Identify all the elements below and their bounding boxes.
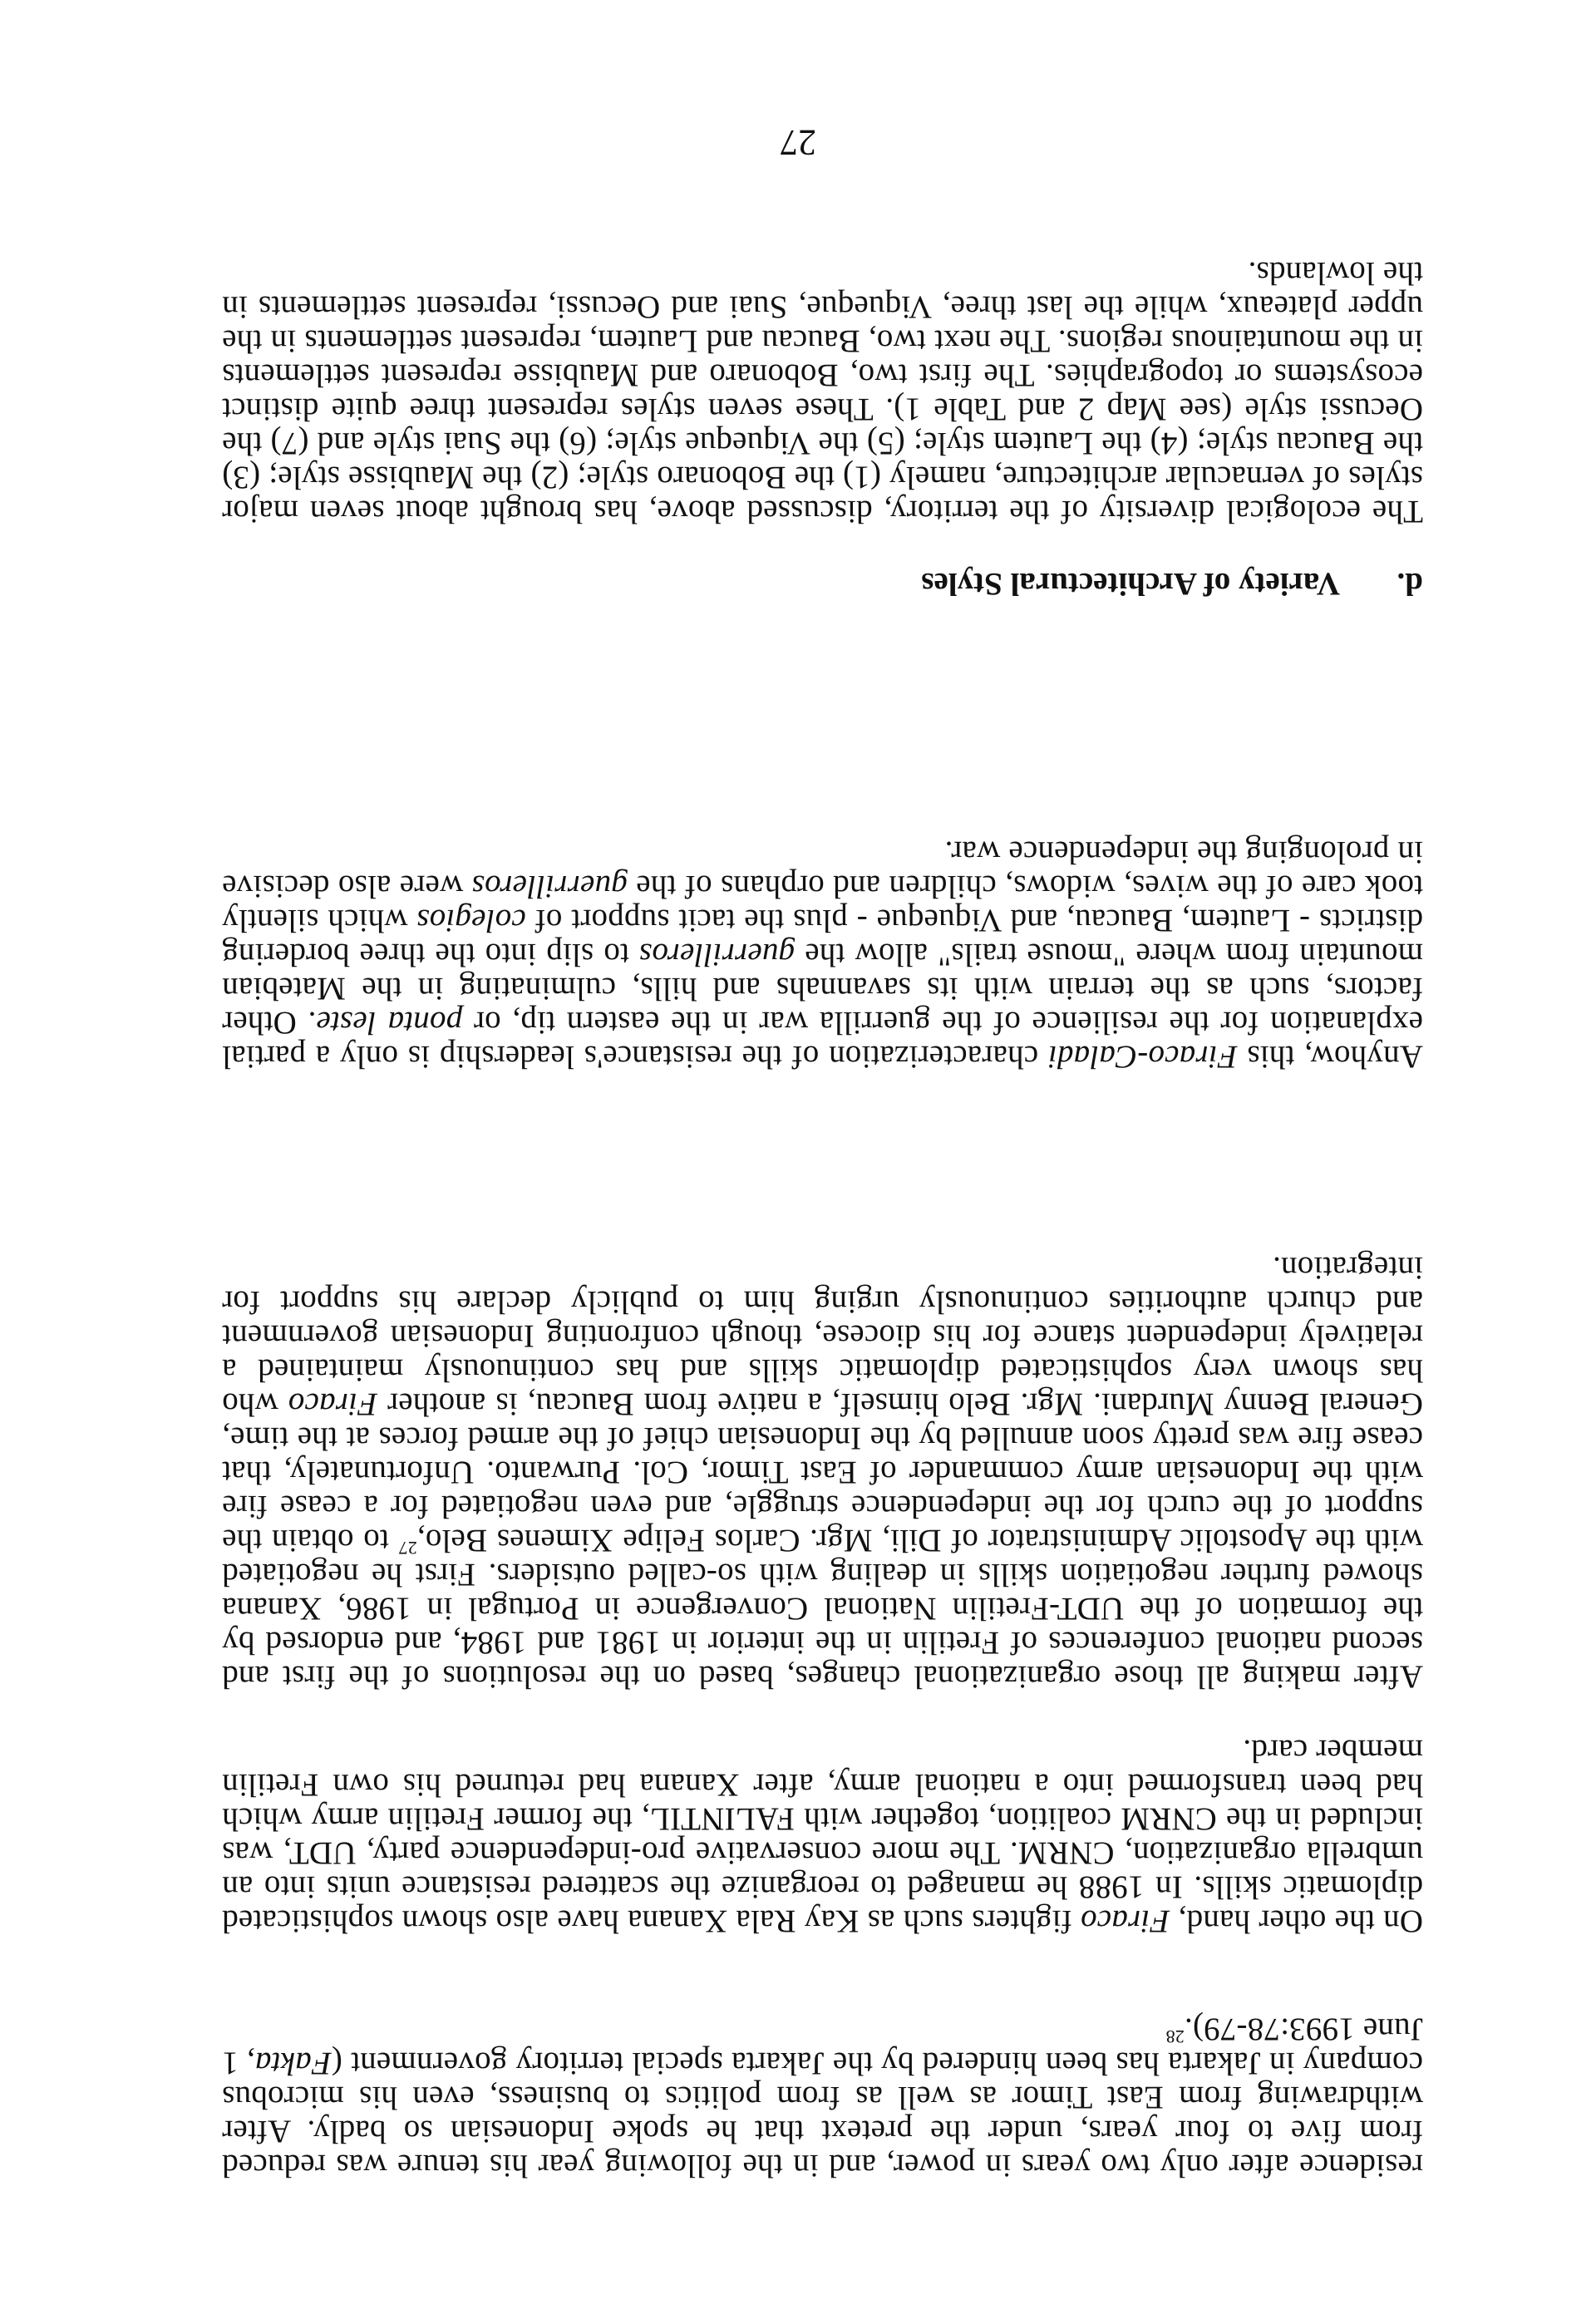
paragraph-text bbox=[222, 835, 1423, 1074]
paragraph-text bbox=[222, 1251, 1423, 1694]
italic-term: colegios bbox=[416, 903, 526, 938]
paragraph-ecological-diversity bbox=[222, 256, 1423, 529]
paragraph-organizational-changes bbox=[222, 1251, 1423, 1694]
paragraph-residence bbox=[222, 2012, 1423, 2183]
italic-term: Firaco bbox=[288, 1386, 378, 1422]
italic-term: Firaco-Caladi bbox=[1047, 1039, 1238, 1075]
italic-term: guerrilleros bbox=[638, 937, 796, 972]
paragraph-text bbox=[222, 2012, 1423, 2183]
paragraph-text-segment: fighters such as Kay Rala Xanana have also shown sophisticated diplomatic skills. In 1988 he managed to reorganize the scattered resistance units into an umbrella organization, CNRM. The more conservative pro-independence party, UDT, was included in the CNRM coalition, together with FALINTIL, the former Fretilin army which had been transformed into a national army, after Xanana had returned his own Fretilin member card. bbox=[222, 1733, 1423, 1939]
paragraph-text-segment: residence after only two years in power, and in the following year his tenure was reduced from five to four years, under the pretext that he spoke Indonesian so badly. After withdrawing from East Timor as well as from politics to business, even his microbus company in Jakarta has been hindered by the Jakarta special territory government ( bbox=[222, 2046, 1423, 2184]
section-title: Variety of Architectural Styles bbox=[921, 566, 1340, 602]
italic-term: guerrilleros bbox=[471, 869, 628, 904]
paragraph-anyhow bbox=[222, 835, 1423, 1074]
italic-term: ponta leste bbox=[316, 1005, 463, 1041]
paragraph-text-segment: After making all those organizational changes, based on the resolutions of the first and second national conferences of Fretilin in the interior in 1981 and 1984, and endorsed by the formation of the UDT-Fretilin National Convergence in Portugal in 1986, Xanana showed further negotiation skills in dealing with so-called outsiders. First he negotiated with the Apostolic Administrator of Dili, Mgr. Carlos Felipe Ximenes Belo, bbox=[222, 1523, 1423, 1695]
paragraph-text-segment: characterization of the resistance's leadership is only a partial explanation for the resilience of the guerrilla war in the eastern tip, or bbox=[222, 1005, 1423, 1075]
paragraph-text-segment: Anyhow, this bbox=[1237, 1039, 1423, 1075]
paragraph-text: The ecological diversity of the territory, discussed above, has brought about seven major styles of vernacular architecture, namely (1) the Bobonaro style; (2) the Maubisse style; (3) the Baucau style; (4) the Lautem style; (5) the Viqueque style; (6) the Suai style and (7) the Oecussi style (see Map 2 and Table 1). These seven styles represent three quite distinct ecosystems or topographies. The first two, Bobonaro and Maubisse represent settlements in the mountainous regions. The next two, Baucau and Lautem, represent settlements in the upper plateaux, while the last three, Viqueque, Suai and Oecussi, represent settlements in the lowlands. bbox=[222, 255, 1423, 529]
footnote-marker: 27 bbox=[398, 1538, 417, 1558]
paragraph-text-segment: which silently took care of the wives, widows, children and orphans of the bbox=[222, 869, 1423, 938]
paragraph-text-segment: who has shown very sophisticated diplomatic skills and has continuously maintained a relatively independent stance for his diocese, though confronting Indonesian government and church authorities continuously urging him to publicly declare his support for integration. bbox=[222, 1250, 1423, 1422]
paragraph-text-segment: . Other factors, such as the terrain with its savannahs and hills, culminating in the Matebian mountain from where "mouse trails" allow the bbox=[222, 937, 1423, 1041]
section-heading bbox=[921, 567, 1423, 601]
paragraph-text-segment: to slip into the three bordering districts - Lautem, Baucau, and Viqueque - plus the tacit support of bbox=[222, 903, 1423, 972]
paragraph-text-segment: to obtain the support of the curch for the independence struggle, and even negotiated for a cease fire with the Indonesian army commander of East Timor, Col. Purwanto. Unfortunately, that cease fire was pretty soon annulled by the Indonesian chief of the armed forces at the time, General Benny Murdani. Mgr. Belo himself, a native from Baucau, is another bbox=[222, 1386, 1423, 1558]
paragraph-firaco-fighters bbox=[222, 1734, 1423, 1938]
paragraph-text-segment: On the other hand, bbox=[1170, 1903, 1423, 1939]
italic-term: Firaco bbox=[1080, 1903, 1170, 1939]
paragraph-text-segment: , 1 June 1993:78-79). bbox=[222, 2011, 1423, 2081]
paragraph-text-segment: were also decisive in prolonging the independence war. bbox=[222, 835, 1423, 904]
page-number: 27 bbox=[780, 122, 816, 163]
footnote-marker: 28 bbox=[1165, 2026, 1185, 2047]
italic-source-title: Fakta bbox=[254, 2046, 332, 2081]
section-letter: d. bbox=[1396, 566, 1423, 602]
paragraph-text bbox=[222, 1734, 1423, 1938]
